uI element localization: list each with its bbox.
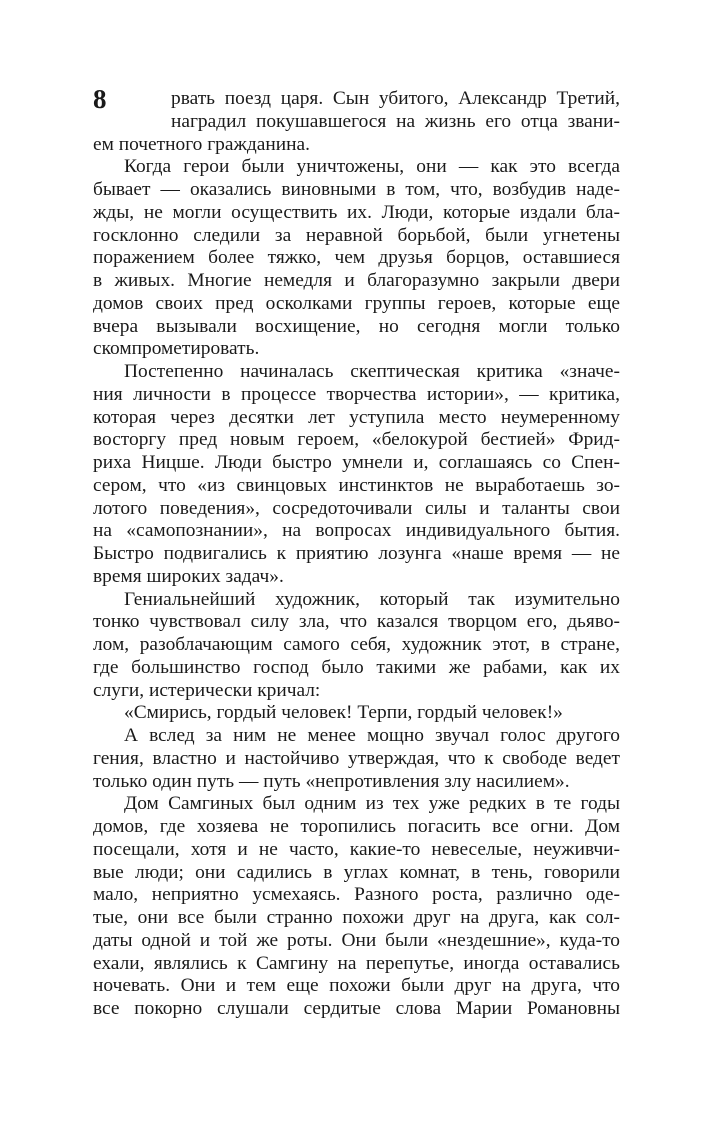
text-line: домов своих пред осколками группы героев, которые еще (93, 292, 620, 314)
body-text (93, 88, 620, 1021)
text-line: где большинство господ было такими же рабами, как их (93, 656, 620, 678)
text-line: риха Ницше. Люди быстро умнели и, соглашаясь со Спен- (93, 452, 620, 473)
text-line: восторгу пред новым героем, «белокурой бестией» Фрид- (93, 429, 620, 451)
text-line: гения, властно и настойчиво утверждая, что к свободе ведет (93, 747, 620, 769)
text-line: ния личности в процессе творчества истории», — критика, (93, 383, 620, 405)
text-line: жды, не могли осуществить их. Люди, которые издали бла- (93, 201, 620, 223)
text-line: А вслед за ним не менее мощно звучал голос другого (124, 725, 620, 746)
page-number: 8 (93, 84, 107, 114)
text-line: тонко чувствовал силу зла, что казался творцом его, дьяво- (93, 611, 620, 633)
text-line: ночевать. Они и тем еще похожи были друг на друга, что (93, 975, 620, 997)
text-line: ехали, являлись к Самгину на перепутье, иногда оставались (93, 952, 620, 974)
text-line: наградил покушавшегося на жизнь его отца звани- (171, 110, 620, 132)
text-line: бывает — оказались виновными в том, что, возбудив наде- (93, 179, 620, 200)
text-line: госклонно следили за неравной борьбой, были угнетены (93, 224, 620, 246)
text-line: Когда герои были уничтожены, они — как это всегда (124, 156, 620, 178)
text-line: домов, где хозяева не торопились погасить все огни. Дом (93, 816, 620, 837)
text-line: посещали, хотя и не часто, какие-то невеселые, неуживчи- (93, 838, 620, 860)
text-line: вчера вызывали восхищение, но сегодня могли только (93, 315, 620, 337)
text-line: лотого поведения», сосредоточивали силы и таланты свои (93, 497, 620, 519)
text-line: «Смирись, гордый человек! Терпи, гордый человек!» (124, 702, 563, 724)
text-line: Гениальнейший художник, который так изумительно (124, 588, 620, 610)
text-line: на «самопознании», на вопросах индивидуального бытия. (93, 520, 620, 542)
text-line: которая через десятки лет уступила место неумеренному (93, 406, 620, 428)
text-line: мало, неприятно усмехаясь. Разного роста, различно оде- (93, 884, 620, 906)
text-line: Дом Самгиных был одним из тех уже редких в те годы (124, 793, 620, 815)
text-line: лом, разоблачающим самого себя, художник этот, в стране, (93, 634, 620, 655)
text-line: ем почетного гражданина. (93, 133, 310, 155)
text-line: Быстро подвигались к приятию лозунга «наше время — не (93, 543, 620, 564)
text-line: все покорно слушали сердитые слова Марии Романовны (93, 998, 620, 1019)
text-line: сером, что «из свинцовых инстинктов не выработаешь зо- (93, 474, 620, 496)
text-line: рвать поезд царя. Сын убитого, Александр Третий, (171, 88, 620, 109)
text-line: время широких задач». (93, 565, 284, 587)
text-line: только один путь — путь «непротивления злу насилием». (93, 770, 570, 792)
text-line: скомпрометировать. (93, 338, 260, 360)
text-line: слуги, истерически кричал: (93, 679, 321, 701)
text-line: даты одной и той же роты. Они были «нездешние», куда-то (93, 929, 620, 951)
text-line: тые, они все были странно похожи друг на друга, как сол- (93, 907, 620, 928)
text-line: в живых. Многие немедля и благоразумно закрыли двери (93, 270, 620, 291)
text-line: Постепенно начиналась скептическая критика «значе- (124, 361, 620, 382)
text-line: вые люди; они садились в углах комнат, в тень, говорили (93, 861, 620, 883)
text-line: поражением более тяжко, чем друзья борцов, оставшиеся (93, 247, 620, 269)
